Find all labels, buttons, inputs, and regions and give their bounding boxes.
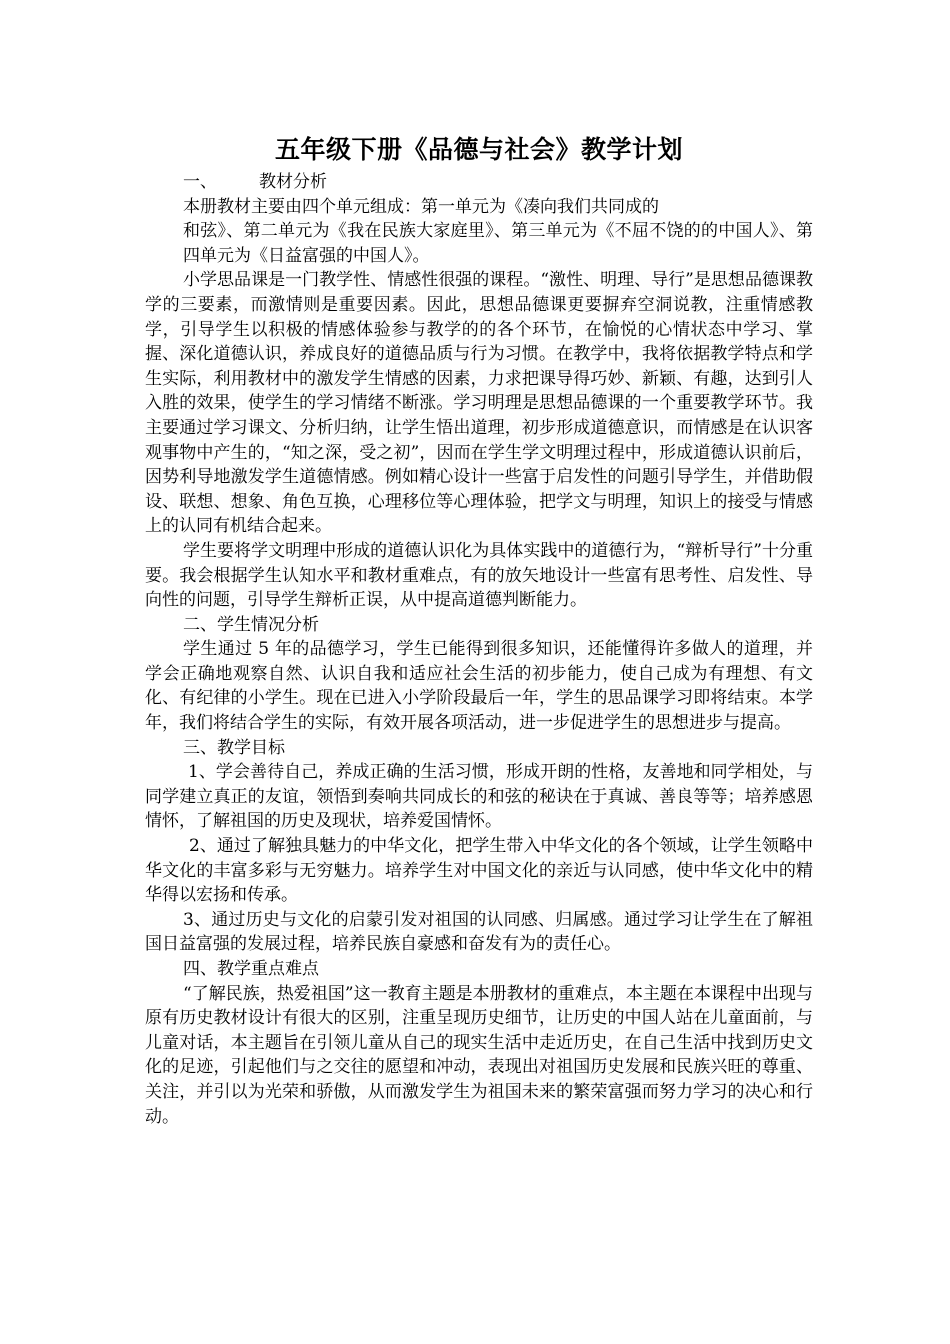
paragraph: 2、通过了解独具魅力的中华文化，把学生带入中华文化的各个领域，让学生领略中华文化的丰富多彩与无穷魅力。培养学生对中国文化的亲近与认同感，使中华文化中的精华得以宏扬和传承。 [145,836,813,906]
paragraph: 小学思品课是一门教学性、情感性很强的课程。“激性、明理、导行”是思想品德课教学的三要素，而激情则是重要因素。因此，思想品德课更要摒弃空洞说教，注重情感教学，引导学生以积极的情感体验参与教学的的各个环节，在愉悦的心情状态中学习、掌握、深化道德认识，养成良好的道德品质与行为习惯。在教学中，我将依据教学特点和学生实际，利用教材中的激发学生情感的因素，力求把课导得巧妙、新颖、有趣，达到引人入胜的效果，使学生的学习情绪不断涨。学习明理是思想品德课的一个重要教学环节。我主要通过学习课文、分析归纳，让学生悟出道理，初步形成道德意识，而情感是在认识客观事物中产生的，“知之深，受之初”，因而在学生学文明理过程中，形成道德认识前后，因势利导地激发学生道德情感。例如精心设计一些富于启发性的问题引导学生，并借助假设、联想、想象、角色互换，心理移位等心理体验，把学文与明理，知识上的接受与情感上的认同有机结合起来。 [145,270,813,537]
paragraph: 3、通过历史与文化的启蒙引发对祖国的认同感、归属感。通过学习让学生在了解祖国日益富强的发展过程，培养民族自豪感和奋发有为的责任心。 [145,909,813,955]
section-heading-2: 二、学生情况分析 [183,614,319,635]
section-heading-3: 三、教学目标 [183,737,285,758]
paragraph: “了解民族，热爱祖国”这一教育主题是本册教材的重难点，本主题在本课程中出现与原有历史教材设计有很大的区别，注重呈现历史细节，让历史的中国人站在儿童面前，与儿童对话，本主题旨在引领儿童从自己的现实生活中走近历史，在自己生活中找到历史文化的足迹，引起他们与之交往的愿望和冲动，表现出对祖国历史发展和民族兴旺的尊重、关注，并引以为光荣和骄傲，从而激发学生为祖国未来的繁荣富强而努力学习的决心和行动。 [145,983,813,1127]
paragraph: 本册教材主要由四个单元组成：第一单元为《凑向我们共同成的 [183,196,659,217]
section-heading-1-text: 教材分析 [259,172,327,192]
paragraph: 学生通过 5 年的品德学习，学生已能得到很多知识，还能懂得许多做人的道理，并学会正确地观察自然、认识自我和适应社会生活的初步能力，使自己成为有理想、有文化、有纪律的小学生。现在已进入小学阶段最后一年，学生的思品课学习即将结束。本学年，我们将结合学生的实际，有效开展各项活动，进一步促进学生的思想进步与提高。 [145,639,813,734]
paragraph: 学生要将学文明理中形成的道德认识化为具体实践中的道德行为，“辩析导行”十分重要。我会根据学生认知水平和教材重难点，有的放矢地设计一些富有思考性、启发性、导向性的问题，引导学生辩析正误，从中提高道德判断能力。 [145,540,813,611]
paragraph: 1、学会善待自己，养成正确的生活习惯，形成开朗的性格，友善地和同学相处，与同学建立真正的友谊，领悟到奏响共同成长的和弦的秘诀在于真诚、善良等等；培养感恩情怀，了解祖国的历史及现状，培养爱国情怀。 [145,762,813,832]
paragraph: 和弦》、第二单元为《我在民族大家庭里》、第三单元为《不屈不饶的的中国人》、第四单元为《日益富强的中国人》。 [183,221,813,266]
document-title: 五年级下册《品德与社会》教学计划 [274,135,683,164]
section-number-1: 一、 [183,172,217,192]
document-body [145,130,813,1129]
section-heading-1 [145,170,813,195]
section-heading-4: 四、教学重点难点 [183,959,319,979]
